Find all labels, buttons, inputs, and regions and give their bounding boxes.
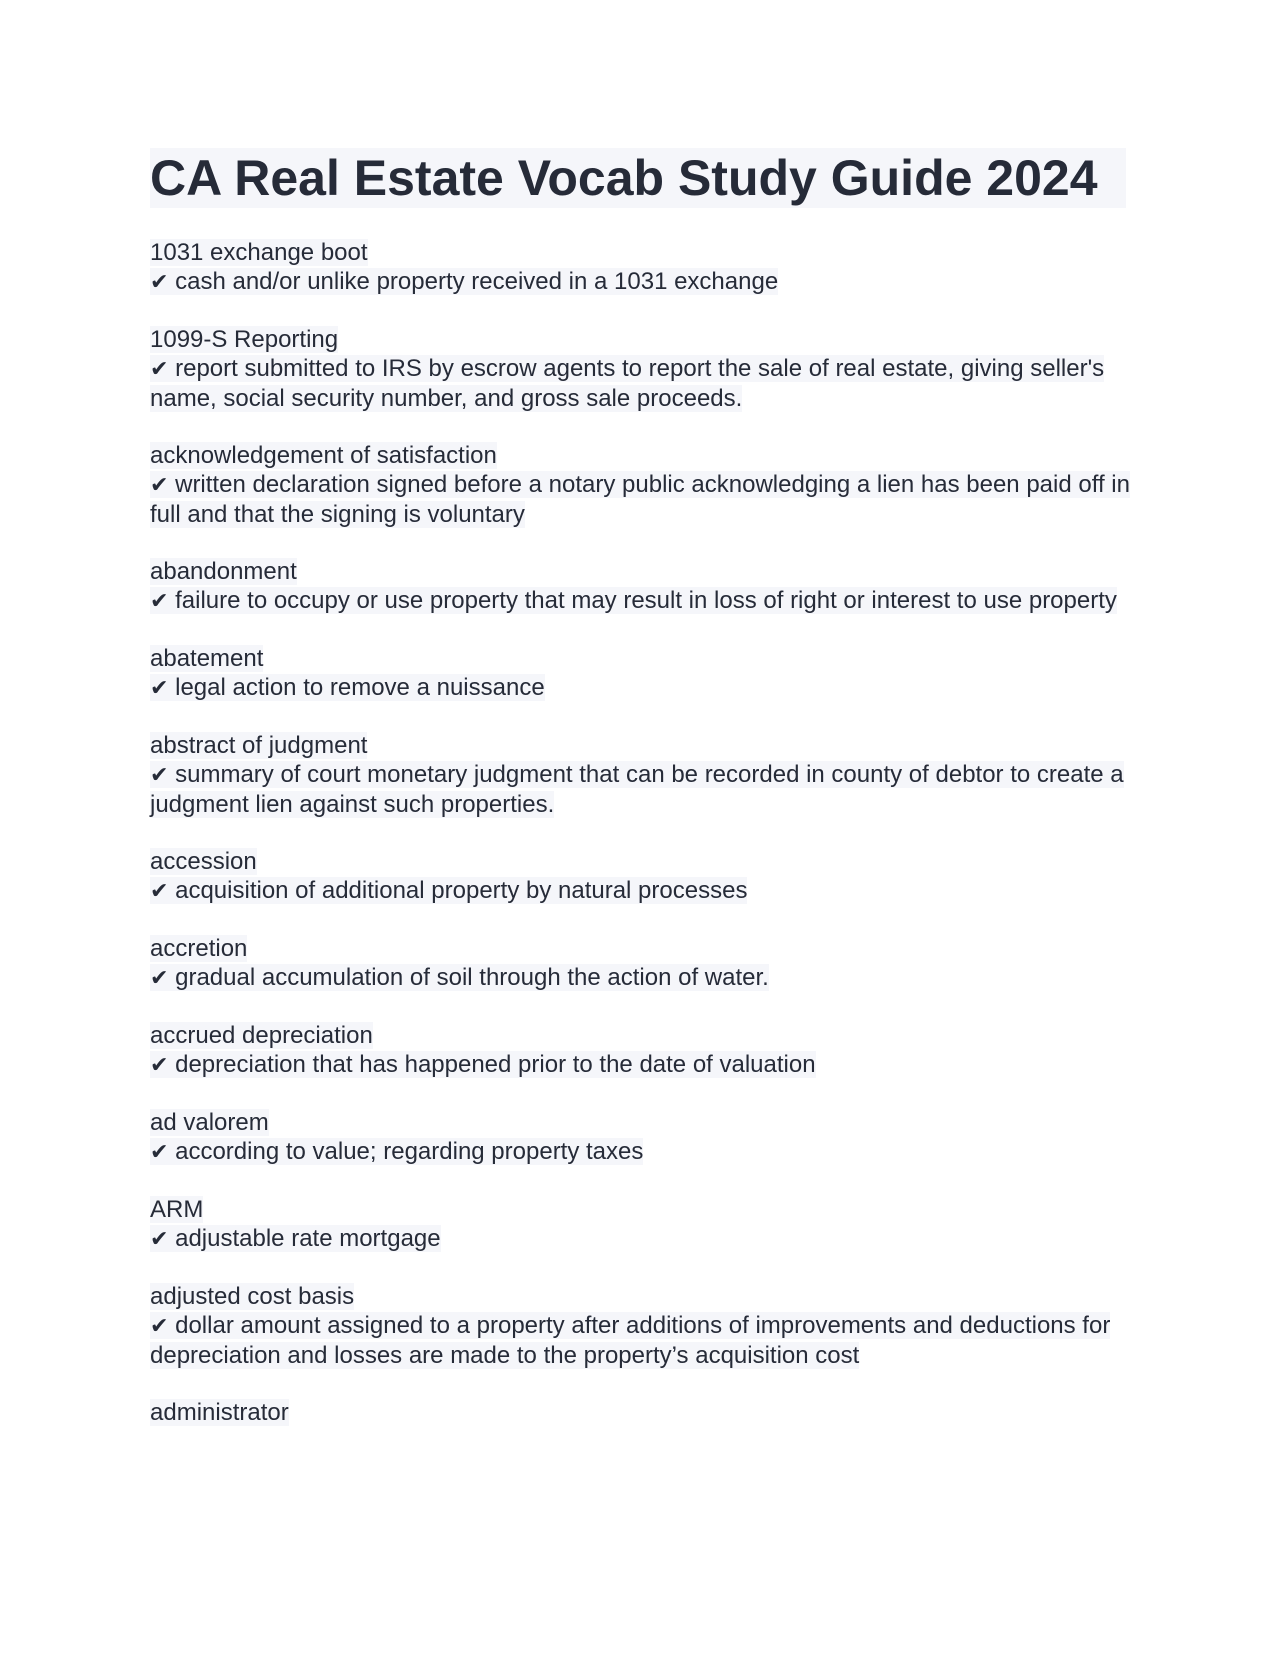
- document-title: CA Real Estate Vocab Study Guide 2024: [150, 148, 1126, 208]
- checkmark-icon: ✔: [150, 763, 169, 788]
- vocab-term: administrator: [150, 1399, 289, 1426]
- vocab-term: ad valorem: [150, 1109, 269, 1136]
- vocab-entry: [150, 731, 1130, 819]
- checkmark-icon: ✔: [150, 1053, 169, 1078]
- checkmark-icon: ✔: [150, 473, 169, 498]
- vocab-entry: [150, 644, 1130, 703]
- document-page: [150, 148, 1130, 1455]
- vocab-list: [150, 238, 1130, 1427]
- vocab-term: accession: [150, 848, 257, 875]
- checkmark-icon: ✔: [150, 676, 169, 701]
- vocab-definition: ✔ dollar amount assigned to a property after additions of improvements and deductions for depreciation and losses are made to the property’s acquisition cost: [150, 1312, 1111, 1369]
- checkmark-icon: ✔: [150, 270, 169, 295]
- vocab-term: 1031 exchange boot: [150, 239, 368, 266]
- checkmark-icon: ✔: [150, 1140, 169, 1165]
- checkmark-icon: ✔: [150, 879, 169, 904]
- vocab-definition: ✔ report submitted to IRS by escrow agents to report the sale of real estate, giving seller's name, social security number, and gross sale proceeds.: [150, 355, 1105, 412]
- vocab-term: abstract of judgment: [150, 732, 368, 759]
- vocab-term: 1099-S Reporting: [150, 326, 339, 353]
- vocab-entry: [150, 847, 1130, 906]
- vocab-definition: ✔ according to value; regarding property taxes: [150, 1138, 644, 1165]
- checkmark-icon: ✔: [150, 966, 169, 991]
- vocab-term: accrued depreciation: [150, 1022, 373, 1049]
- vocab-definition: ✔ depreciation that has happened prior to the date of valuation: [150, 1051, 816, 1078]
- vocab-entry: [150, 1398, 1130, 1427]
- vocab-entry: [150, 238, 1130, 297]
- vocab-term: abandonment: [150, 558, 297, 585]
- checkmark-icon: ✔: [150, 357, 169, 382]
- vocab-term: ARM: [150, 1196, 204, 1223]
- vocab-definition: ✔ written declaration signed before a notary public acknowledging a lien has been paid off in full and that the signing is voluntary: [150, 471, 1130, 528]
- vocab-term: accretion: [150, 935, 248, 962]
- vocab-definition: ✔ cash and/or unlike property received in a 1031 exchange: [150, 268, 779, 295]
- vocab-definition: ✔ legal action to remove a nuissance: [150, 674, 545, 701]
- checkmark-icon: ✔: [150, 589, 169, 614]
- vocab-definition: ✔ summary of court monetary judgment that can be recorded in county of debtor to create a judgment lien against such properties.: [150, 761, 1124, 818]
- vocab-definition: ✔ adjustable rate mortgage: [150, 1225, 441, 1252]
- vocab-entry: [150, 1108, 1130, 1167]
- vocab-entry: [150, 325, 1130, 413]
- vocab-entry: [150, 1195, 1130, 1254]
- vocab-entry: [150, 1282, 1130, 1370]
- vocab-definition: ✔ gradual accumulation of soil through the action of water.: [150, 964, 769, 991]
- vocab-entry: [150, 1021, 1130, 1080]
- checkmark-icon: ✔: [150, 1314, 169, 1339]
- vocab-definition: ✔ failure to occupy or use property that may result in loss of right or interest to use property: [150, 587, 1117, 614]
- vocab-entry: [150, 441, 1130, 529]
- vocab-term: adjusted cost basis: [150, 1283, 355, 1310]
- checkmark-icon: ✔: [150, 1227, 169, 1252]
- vocab-entry: [150, 934, 1130, 993]
- vocab-term: abatement: [150, 645, 264, 672]
- vocab-term: acknowledgement of satisfaction: [150, 442, 497, 469]
- vocab-definition: ✔ acquisition of additional property by natural processes: [150, 877, 748, 904]
- vocab-entry: [150, 557, 1130, 616]
